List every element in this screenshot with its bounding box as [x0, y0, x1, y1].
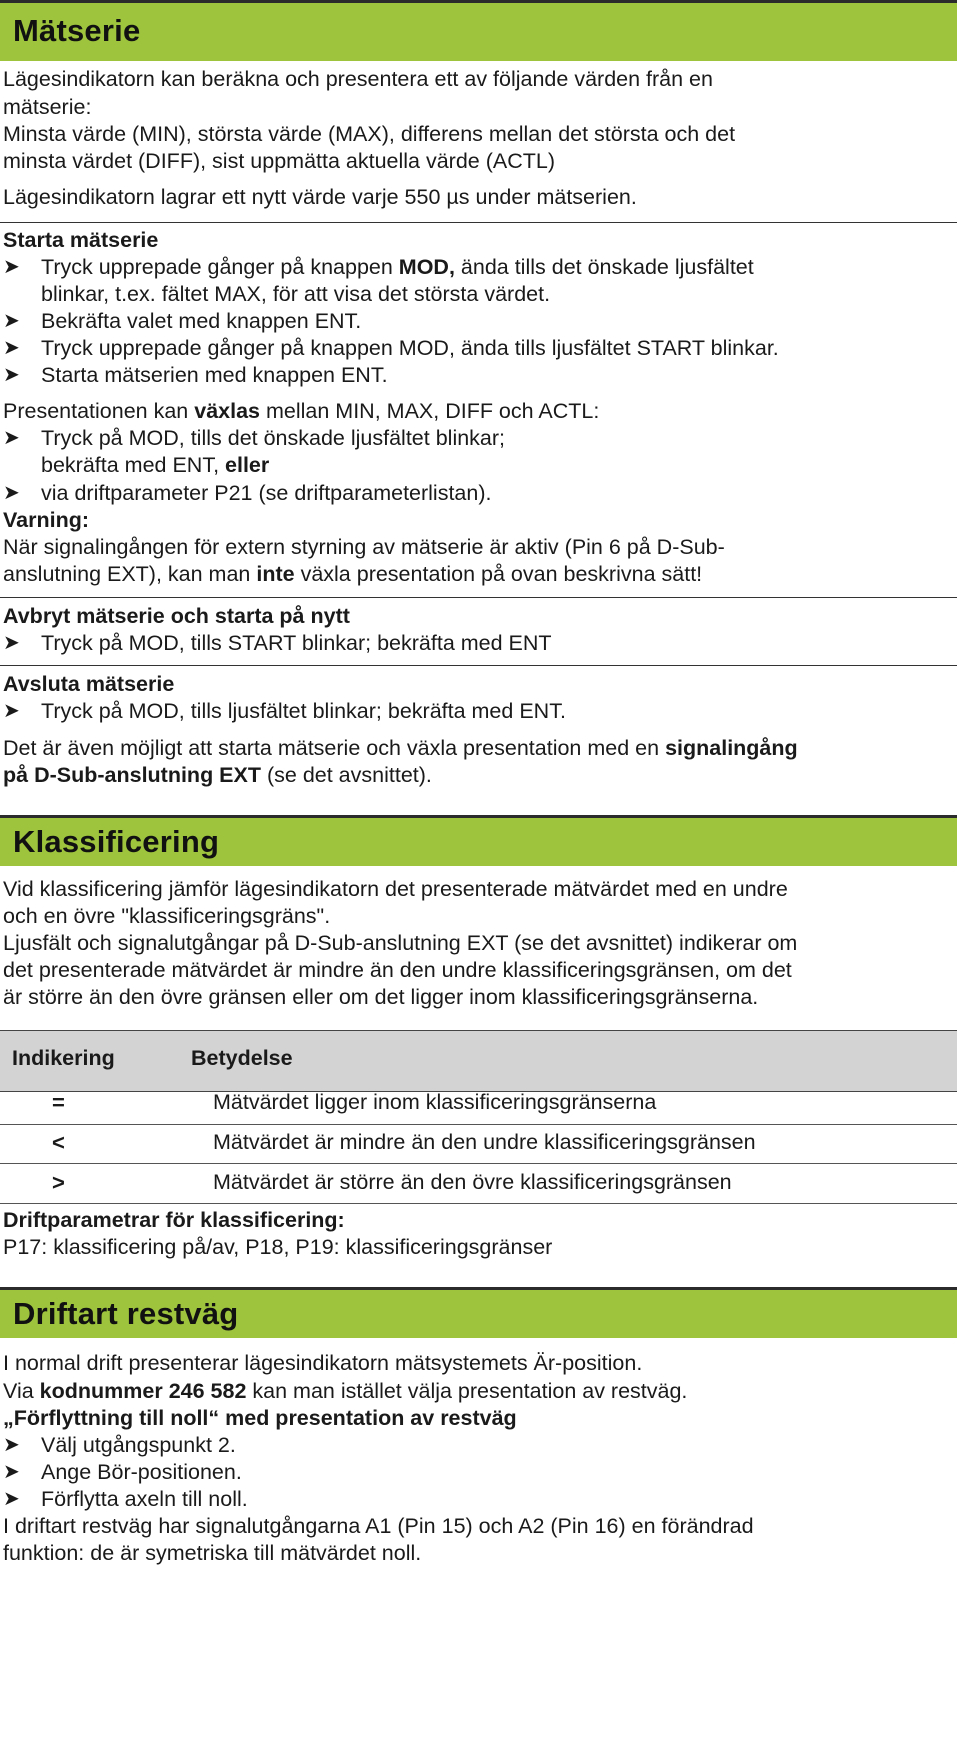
section-header-klassificering: [0, 815, 957, 866]
subheading-forflyttning: „Förflyttning till noll“ med presentation av restväg: [3, 1406, 517, 1430]
bullet-step: ➤ via driftparameter P21 (se driftparameterlistan).: [3, 478, 491, 508]
section-title: Driftart restväg: [13, 1296, 239, 1331]
table-row: [0, 1124, 957, 1166]
bullet-step: ➤ Förflytta axeln till noll.: [3, 1484, 248, 1514]
arrow-icon: ➤: [3, 482, 20, 504]
subheading-end: Avsluta mätserie: [3, 672, 175, 696]
paragraph-line: minsta värdet (DIFF), sist uppmätta aktuella värde (ACTL): [3, 149, 556, 173]
paragraph-line: Via kodnummer 246 582 kan man istället välja presentation av restväg.: [3, 1379, 688, 1403]
table-header: [0, 1030, 957, 1092]
paragraph-line: I normal drift presenterar lägesindikatorn mätsystemets Är-position.: [3, 1351, 643, 1375]
arrow-icon: ➤: [3, 700, 20, 722]
params-heading: Driftparametrar för klassificering:: [3, 1208, 345, 1232]
section-title: Mätserie: [13, 13, 141, 48]
paragraph-line: I driftart restväg har signalutgångarna A1 (Pin 15) och A2 (Pin 16) en förändrad: [3, 1514, 754, 1538]
section-header-matserie: [0, 0, 957, 61]
paragraph-line: anslutning EXT), kan man inte växla presentation på ovan beskrivna sätt!: [3, 562, 703, 586]
indication-symbol: >: [52, 1170, 65, 1195]
paragraph-line: på D-Sub-anslutning EXT (se det avsnittet).: [3, 763, 432, 787]
bullet-step: ➤ Tryck på MOD, tills START blinkar; bekräfta med ENT: [3, 628, 552, 658]
indication-meaning: Mätvärdet ligger inom klassificeringsgränserna: [213, 1090, 657, 1114]
arrow-icon: ➤: [3, 256, 20, 278]
divider: [0, 597, 957, 598]
arrow-icon: ➤: [3, 1434, 20, 1456]
table-row: [0, 1084, 957, 1126]
arrow-icon: ➤: [3, 632, 20, 654]
bullet-step: ➤ Tryck på MOD, tills det önskade ljusfältet blinkar;: [3, 423, 505, 453]
paragraph-line: P17: klassificering på/av, P18, P19: klassificeringsgränser: [3, 1235, 553, 1259]
divider: [0, 665, 957, 666]
arrow-icon: ➤: [3, 337, 20, 359]
indication-symbol: =: [52, 1090, 65, 1115]
warning-heading: Varning:: [3, 508, 90, 532]
paragraph-line: Lägesindikatorn kan beräkna och presentera ett av följande värden från en: [3, 67, 713, 91]
column-header-indikering: Indikering: [12, 1046, 115, 1070]
paragraph-line: det presenterade mätvärdet är mindre än den undre klassificeringsgränsen, om det: [3, 958, 792, 982]
bullet-step: ➤ Tryck upprepade gånger på knappen MOD, ända tills ljusfältet START blinkar.: [3, 333, 779, 363]
paragraph-line: är större än den övre gränsen eller om det ligger inom klassificeringsgränserna.: [3, 985, 759, 1009]
section-title: Klassificering: [13, 824, 220, 859]
paragraph-line: Vid klassificering jämför lägesindikatorn det presenterade mätvärdet med en undre: [3, 877, 788, 901]
arrow-icon: ➤: [3, 310, 20, 332]
bullet-step: ➤ Starta mätserien med knappen ENT.: [3, 360, 388, 390]
indication-symbol: <: [52, 1130, 65, 1155]
paragraph-line: funktion: de är symetriska till mätvärdet noll.: [3, 1541, 422, 1565]
bullet-step: ➤ Välj utgångspunkt 2.: [3, 1430, 236, 1460]
indication-meaning: Mätvärdet är större än den övre klassificeringsgränsen: [213, 1170, 732, 1194]
bullet-step: ➤ Bekräfta valet med knappen ENT.: [3, 306, 361, 336]
section-header-restvag: [0, 1287, 957, 1338]
subheading-start: Starta mätserie: [3, 228, 159, 252]
paragraph-line: Minsta värde (MIN), största värde (MAX), differens mellan det största och det: [3, 122, 736, 146]
paragraph-line: Lägesindikatorn lagrar ett nytt värde varje 550 µs under mätserien.: [3, 185, 637, 209]
bullet-step: ➤ Tryck upprepade gånger på knappen MOD, ända tills det önskade ljusfältet: [3, 252, 754, 282]
table-row: [0, 1164, 957, 1206]
paragraph-line: När signalingången för extern styrning av mätserie är aktiv (Pin 6 på D-Sub-: [3, 535, 725, 559]
paragraph-line: Presentationen kan växlas mellan MIN, MAX, DIFF och ACTL:: [3, 399, 600, 423]
bullet-step: ➤ Tryck på MOD, tills ljusfältet blinkar; bekräfta med ENT.: [3, 696, 566, 726]
arrow-icon: ➤: [3, 1461, 20, 1483]
arrow-icon: ➤: [3, 364, 20, 386]
bullet-continuation: blinkar, t.ex. fältet MAX, för att visa det största värdet.: [41, 282, 551, 306]
indication-meaning: Mätvärdet är mindre än den undre klassificeringsgränsen: [213, 1130, 756, 1154]
bullet-continuation: bekräfta med ENT, eller: [41, 453, 270, 477]
divider: [0, 222, 957, 223]
paragraph-line: Ljusfält och signalutgångar på D-Sub-anslutning EXT (se det avsnittet) indikerar om: [3, 931, 798, 955]
bullet-step: ➤ Ange Bör-positionen.: [3, 1457, 242, 1487]
subheading-abort: Avbryt mätserie och starta på nytt: [3, 604, 350, 628]
column-header-betydelse: Betydelse: [191, 1046, 293, 1070]
arrow-icon: ➤: [3, 427, 20, 449]
arrow-icon: ➤: [3, 1488, 20, 1510]
row-divider: [0, 1203, 957, 1204]
paragraph-line: Det är även möjligt att starta mätserie och växla presentation med en signalingång: [3, 736, 798, 760]
paragraph-line: mätserie:: [3, 95, 92, 119]
paragraph-line: och en övre "klassificeringsgräns".: [3, 904, 331, 928]
